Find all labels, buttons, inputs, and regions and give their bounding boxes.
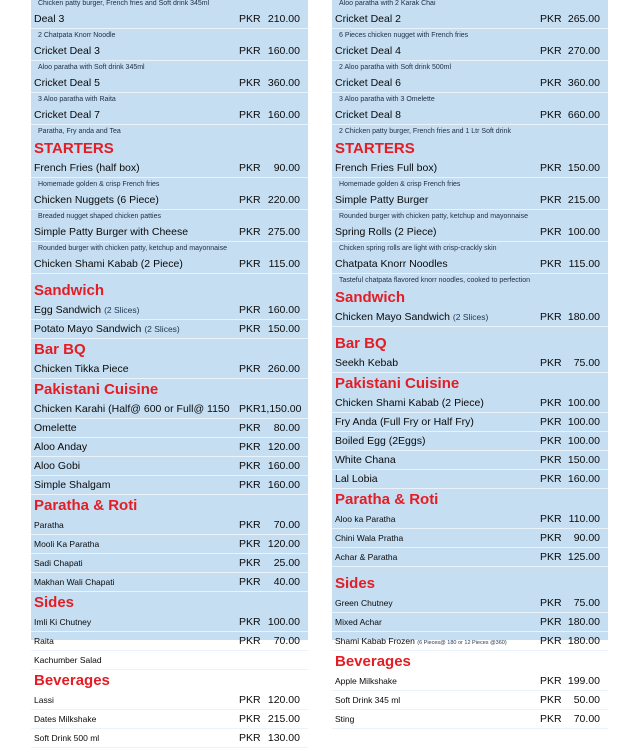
item-price: 160.00 [567, 473, 600, 485]
item-name [34, 258, 183, 270]
menu-item-row [332, 632, 608, 651]
item-description: Homemade golden & crisp French fries [339, 181, 461, 188]
item-price: 150.00 [267, 323, 300, 335]
section-heading-pakistani-cuisine: Pakistani Cuisine [335, 375, 460, 392]
item-name-text: Chicken Shami Kabab (2 Piece) [34, 258, 183, 270]
item-name [34, 558, 83, 568]
currency-label: PKR [239, 45, 261, 57]
item-name [335, 226, 437, 238]
item-name-text: Lal Lobia [335, 473, 378, 485]
currency-label: PKR [540, 435, 562, 447]
currency-label: PKR [540, 694, 562, 706]
item-name-text: White Chana [335, 454, 396, 466]
item-name-text: Chini Wala Pratha [335, 533, 404, 543]
currency-label: PKR [239, 77, 261, 89]
menu-item-row [332, 159, 608, 178]
item-price: 275.00 [267, 226, 300, 238]
menu-item-row [31, 691, 308, 710]
currency-label: PKR [540, 473, 562, 485]
currency-label: PKR [239, 538, 261, 550]
item-name-text: Chicken Mayo Sandwich [335, 311, 450, 323]
item-name [335, 473, 378, 485]
section-heading-bar-bq: Bar BQ [335, 335, 387, 352]
currency-label: PKR [540, 109, 562, 121]
item-price: 90.00 [273, 162, 300, 174]
menu-item-row [31, 651, 308, 670]
currency-label: PKR [540, 311, 562, 323]
item-price: 160.00 [267, 45, 300, 57]
menu-item-row [332, 672, 608, 691]
item-name [34, 733, 99, 743]
currency-label: PKR [239, 162, 261, 174]
item-name [34, 714, 96, 724]
menu-item-row [31, 710, 308, 729]
menu-item-row [332, 354, 608, 373]
item-name-text: Achar & Paratha [335, 552, 398, 562]
currency-label: PKR [540, 551, 562, 563]
item-price: 180.00 [567, 635, 600, 647]
section-heading-sandwich: Sandwich [335, 289, 406, 306]
item-name [34, 539, 99, 549]
currency-label: PKR [540, 162, 562, 174]
item-name [335, 598, 393, 608]
item-name-text: Soft Drink 345 ml [335, 695, 401, 705]
item-price: 70.00 [573, 713, 600, 725]
item-price: 70.00 [273, 635, 300, 647]
item-name-text: Potato Mayo Sandwich [34, 323, 142, 335]
item-name-text: Chatpata Knorr Noodles [335, 258, 448, 270]
menu-item-row [332, 691, 608, 710]
menu-item-row [31, 223, 308, 242]
menu-item-row [332, 594, 608, 613]
item-description: 6 Pieces chicken nugget with French fries [339, 32, 469, 39]
item-name-text: Lassi [34, 695, 54, 705]
menu-item-row [31, 10, 308, 29]
currency-label: PKR [239, 694, 261, 706]
currency-label: PKR [540, 397, 562, 409]
item-name-text: Cricket Deal 6 [335, 77, 401, 89]
item-name-text: Simple Shalgam [34, 479, 111, 491]
item-portion-note: (6 Pieces@ 180 or 12 Pieces @360) [417, 640, 507, 646]
menu-item-row [31, 729, 308, 748]
currency-label: PKR [239, 519, 261, 531]
section-heading-sides: Sides [335, 575, 376, 592]
item-description: 2 Chatpata Knorr Noodle [38, 32, 116, 39]
item-name-text: Dates Milkshake [34, 714, 97, 724]
item-portion-note: (2 Slices) [144, 324, 180, 334]
menu-item-row [31, 400, 308, 419]
item-price: 75.00 [573, 597, 600, 609]
item-price: 50.00 [573, 694, 600, 706]
item-name [34, 13, 64, 25]
menu-item-row [332, 106, 608, 125]
item-name [34, 162, 140, 174]
item-name [34, 695, 54, 705]
item-name-text: Soft Drink 500 ml [34, 733, 100, 743]
item-name [34, 577, 114, 587]
item-name [34, 45, 100, 57]
item-price: 120.00 [267, 538, 300, 550]
item-description: Aloo paratha with Soft drink 345ml [38, 64, 145, 71]
item-price: 150.00 [567, 454, 600, 466]
currency-label: PKR [540, 675, 562, 687]
currency-label: PKR [239, 635, 261, 647]
item-price: 100.00 [567, 435, 600, 447]
item-name [335, 357, 398, 369]
item-name [34, 363, 129, 375]
menu-item-row [31, 554, 308, 573]
menu-item-row [332, 191, 608, 210]
item-name [335, 435, 425, 447]
item-price: 210.00 [267, 13, 300, 25]
item-description: Chicken patty burger, French fries and Soft drink 345ml [38, 0, 210, 7]
item-name-text: Simple Patty Burger with Cheese [34, 226, 189, 238]
item-price: 70.00 [273, 519, 300, 531]
currency-label: PKR [239, 226, 261, 238]
section-heading-beverages: Beverages [34, 672, 110, 689]
item-name-text: Paratha [34, 520, 64, 530]
currency-label: PKR [239, 323, 261, 335]
menu-item-row [31, 457, 308, 476]
menu-item-row [31, 360, 308, 379]
item-price: 160.00 [267, 460, 300, 472]
menu-item-row [31, 438, 308, 457]
item-name-text: Mixed Achar [335, 617, 382, 627]
item-name [335, 109, 401, 121]
section-heading-sandwich: Sandwich [34, 282, 105, 299]
item-name-text: Simple Patty Burger [335, 194, 429, 206]
menu-item-row [332, 548, 608, 567]
item-name [335, 311, 488, 323]
currency-label: PKR [540, 616, 562, 628]
item-description: Homemade golden & crisp French fries [38, 181, 160, 188]
item-name-text: Cricket Deal 4 [335, 45, 401, 57]
item-description: Chicken spring rolls are light with crisp-crackly skin [339, 245, 497, 252]
item-name-text: Shami Kabab Frozen [335, 636, 415, 646]
item-description: 2 Aloo paratha with Soft drink 500ml [339, 64, 452, 71]
item-price: 40.00 [273, 576, 300, 588]
menu-item-row [31, 301, 308, 320]
currency-label: PKR [540, 532, 562, 544]
item-name-text: Kachumber Salad [34, 655, 102, 665]
menu-item-row [31, 320, 308, 339]
currency-label: PKR [540, 13, 562, 25]
currency-label: PKR [540, 226, 562, 238]
item-price: 360.00 [567, 77, 600, 89]
currency-label: PKR [239, 13, 261, 25]
item-name [34, 422, 77, 434]
item-name [34, 323, 180, 335]
item-price: 265.00 [567, 13, 600, 25]
menu-item-row [332, 529, 608, 548]
item-name-text: Aloo ka Paratha [335, 514, 396, 524]
menu-item-row [332, 308, 608, 327]
item-price: 100.00 [267, 616, 300, 628]
item-portion-note: (2 Slices) [104, 305, 140, 315]
item-name [34, 636, 54, 646]
item-name-text: Sadi Chapati [34, 558, 83, 568]
item-name [34, 194, 159, 206]
currency-label: PKR [540, 357, 562, 369]
currency-label: PKR [239, 422, 261, 434]
item-name [34, 304, 140, 316]
item-description: Rounded burger with chicken patty, ketchup and mayonnaise [339, 213, 528, 220]
item-price: 160.00 [267, 479, 300, 491]
currency-label: PKR [540, 597, 562, 609]
item-name [34, 617, 91, 627]
item-description: Aloo paratha with 2 Karak Chai [339, 0, 436, 7]
item-name [335, 162, 437, 174]
currency-label: PKR [540, 635, 562, 647]
item-price: 110.00 [568, 513, 600, 525]
menu-column-left [31, 0, 308, 744]
item-price: 220.00 [267, 194, 300, 206]
currency-label: PKR [540, 513, 562, 525]
item-name-text: Chicken Nuggets (6 Piece) [34, 194, 159, 206]
currency-label: PKR [540, 258, 562, 270]
section-heading-beverages: Beverages [335, 653, 411, 670]
currency-label: PKR [540, 194, 562, 206]
menu-item-row [31, 573, 308, 592]
item-name [34, 226, 188, 238]
item-name [34, 403, 230, 415]
currency-label: PKR [239, 557, 261, 569]
section-heading-paratha-roti: Paratha & Roti [34, 497, 138, 514]
item-description: Breaded nugget shaped chicken patties [38, 213, 161, 220]
item-price: 130.00 [267, 732, 300, 744]
item-price: 125.00 [567, 551, 600, 563]
item-price: 100.00 [567, 397, 600, 409]
section-heading-bar-bq: Bar BQ [34, 341, 86, 358]
item-price: 180.00 [567, 311, 600, 323]
menu-item-row [31, 613, 308, 632]
item-name [335, 194, 428, 206]
item-price: 215.00 [267, 713, 300, 725]
item-name-text: Cricket Deal 7 [34, 109, 100, 121]
menu-item-row [31, 535, 308, 554]
item-name-text: Chicken Tikka Piece [34, 363, 129, 375]
currency-label: PKR [540, 77, 562, 89]
menu-item-row [332, 10, 608, 29]
item-price: 660.00 [567, 109, 600, 121]
currency-label: PKR [540, 713, 562, 725]
item-price: 25.00 [273, 557, 300, 569]
item-name [335, 514, 395, 524]
item-description: 3 Aloo paratha with 3 Omelette [339, 96, 435, 103]
item-name [34, 655, 102, 665]
item-name-text: Chicken Karahi (Half@ 600 or Full@ 1150 [34, 403, 230, 415]
currency-label: PKR1,150.00 [239, 403, 302, 415]
currency-label: PKR [239, 441, 261, 453]
menu-item-row [332, 470, 608, 489]
item-name [34, 460, 80, 472]
item-name-text: Fry Anda (Full Fry or Half Fry) [335, 416, 474, 428]
item-name-text: Aloo Anday [34, 441, 88, 453]
menu-item-row [31, 419, 308, 438]
item-name [335, 552, 397, 562]
item-price: 260.00 [267, 363, 300, 375]
item-name [335, 397, 484, 409]
item-name [34, 77, 100, 89]
currency-label: PKR [540, 416, 562, 428]
menu-item-row [332, 223, 608, 242]
menu-item-row [31, 516, 308, 535]
item-price: 100.00 [567, 416, 600, 428]
item-name [34, 520, 64, 530]
item-price: 160.00 [267, 109, 300, 121]
item-description: Tasteful chatpata flavored knorr noodles, cooked to perfection [339, 277, 531, 284]
menu-item-row [31, 159, 308, 178]
menu-item-row [332, 42, 608, 61]
menu-item-row [332, 710, 608, 729]
item-name-text: Egg Sandwich [34, 304, 102, 316]
item-name-text: Cricket Deal 3 [34, 45, 100, 57]
item-name [335, 695, 400, 705]
item-name-text: Raita [34, 636, 54, 646]
item-description: Paratha, Fry anda and Tea [38, 128, 121, 135]
currency-label: PKR [239, 304, 261, 316]
currency-label: PKR [239, 713, 261, 725]
currency-label: PKR [239, 732, 261, 744]
item-price: 360.00 [267, 77, 300, 89]
section-heading-pakistani-cuisine: Pakistani Cuisine [34, 381, 159, 398]
section-heading-paratha-roti: Paratha & Roti [335, 491, 439, 508]
currency-label: PKR [540, 45, 562, 57]
menu-item-row [31, 255, 308, 274]
item-name-text: Omelette [34, 422, 77, 434]
item-name [335, 676, 397, 686]
menu-item-row [332, 255, 608, 274]
menu-item-row [31, 106, 308, 125]
item-name-text: Mooli Ka Paratha [34, 539, 100, 549]
menu-item-row [332, 74, 608, 93]
item-price: 215.00 [567, 194, 600, 206]
currency-label: PKR [239, 258, 261, 270]
item-price: 120.00 [267, 694, 300, 706]
item-price: 180.00 [567, 616, 600, 628]
menu-item-row [332, 613, 608, 632]
item-name-text: Aloo Gobi [34, 460, 81, 472]
item-name [335, 533, 403, 543]
section-heading-sides: Sides [34, 594, 75, 611]
menu-item-row [31, 42, 308, 61]
currency-label: PKR [239, 576, 261, 588]
menu-item-row [332, 432, 608, 451]
item-name-text: Green Chutney [335, 598, 393, 608]
currency-label: PKR [239, 194, 261, 206]
item-price: 90.00 [573, 532, 600, 544]
item-name [335, 454, 396, 466]
item-name-text: Boiled Egg (2Eggs) [335, 435, 426, 447]
item-name [34, 441, 87, 453]
item-price: 100.00 [567, 226, 600, 238]
item-name-text: Cricket Deal 2 [335, 13, 401, 25]
currency-label: PKR [239, 109, 261, 121]
item-name-text: French Fries Full box) [335, 162, 438, 174]
item-price: 120.00 [267, 441, 300, 453]
item-name-text: Apple Milkshake [335, 676, 397, 686]
currency-label: PKR [540, 454, 562, 466]
item-name [335, 714, 354, 724]
currency-label: PKR [239, 460, 261, 472]
item-price: 115.00 [568, 258, 600, 270]
item-price: 115.00 [268, 258, 300, 270]
menu-item-row [332, 510, 608, 529]
item-name [335, 617, 382, 627]
item-name [335, 636, 507, 646]
item-price: 270.00 [567, 45, 600, 57]
item-name [34, 479, 110, 491]
menu-item-row [31, 632, 308, 651]
item-price: 160.00 [267, 304, 300, 316]
item-name-text: Sting [335, 714, 355, 724]
menu-item-row [332, 394, 608, 413]
menu-item-row [31, 191, 308, 210]
item-name [335, 77, 401, 89]
item-name-text: Cricket Deal 8 [335, 109, 401, 121]
item-name-text: Makhan Wali Chapati [34, 577, 115, 587]
item-price: 199.00 [567, 675, 600, 687]
item-description: Rounded burger with chicken patty, ketchup and mayonnaise [38, 245, 227, 252]
menu-item-row [31, 74, 308, 93]
item-name [335, 416, 474, 428]
item-description: 2 Chicken patty burger, French fries and 1 Ltr Soft drink [339, 128, 511, 135]
item-name-text: Imli Ki Chutney [34, 617, 92, 627]
section-heading-starters: STARTERS [335, 140, 415, 157]
item-description: 3 Aloo paratha with Raita [38, 96, 116, 103]
item-name-text: Cricket Deal 5 [34, 77, 100, 89]
item-name-text: Seekh Kebab [335, 357, 399, 369]
item-name [34, 109, 100, 121]
item-name [335, 45, 401, 57]
item-name-text: Chicken Shami Kabab (2 Piece) [335, 397, 484, 409]
item-portion-note: (2 Slices) [452, 312, 489, 322]
currency-label: PKR [239, 616, 261, 628]
item-name [335, 258, 448, 270]
menu-item-row [332, 413, 608, 432]
item-name-text: French Fries (half box) [34, 162, 140, 174]
section-heading-starters: STARTERS [34, 140, 114, 157]
item-price: 75.00 [573, 357, 600, 369]
menu-item-row [31, 476, 308, 495]
item-name-text: Spring Rolls (2 Piece) [335, 226, 437, 238]
item-price: 80.00 [273, 422, 300, 434]
item-name [335, 13, 401, 25]
item-price: 150.00 [567, 162, 600, 174]
menu-column-right [332, 0, 608, 725]
currency-label: PKR [239, 479, 261, 491]
item-name-text: Deal 3 [34, 13, 65, 25]
currency-label: PKR [239, 363, 261, 375]
menu-item-row [332, 451, 608, 470]
